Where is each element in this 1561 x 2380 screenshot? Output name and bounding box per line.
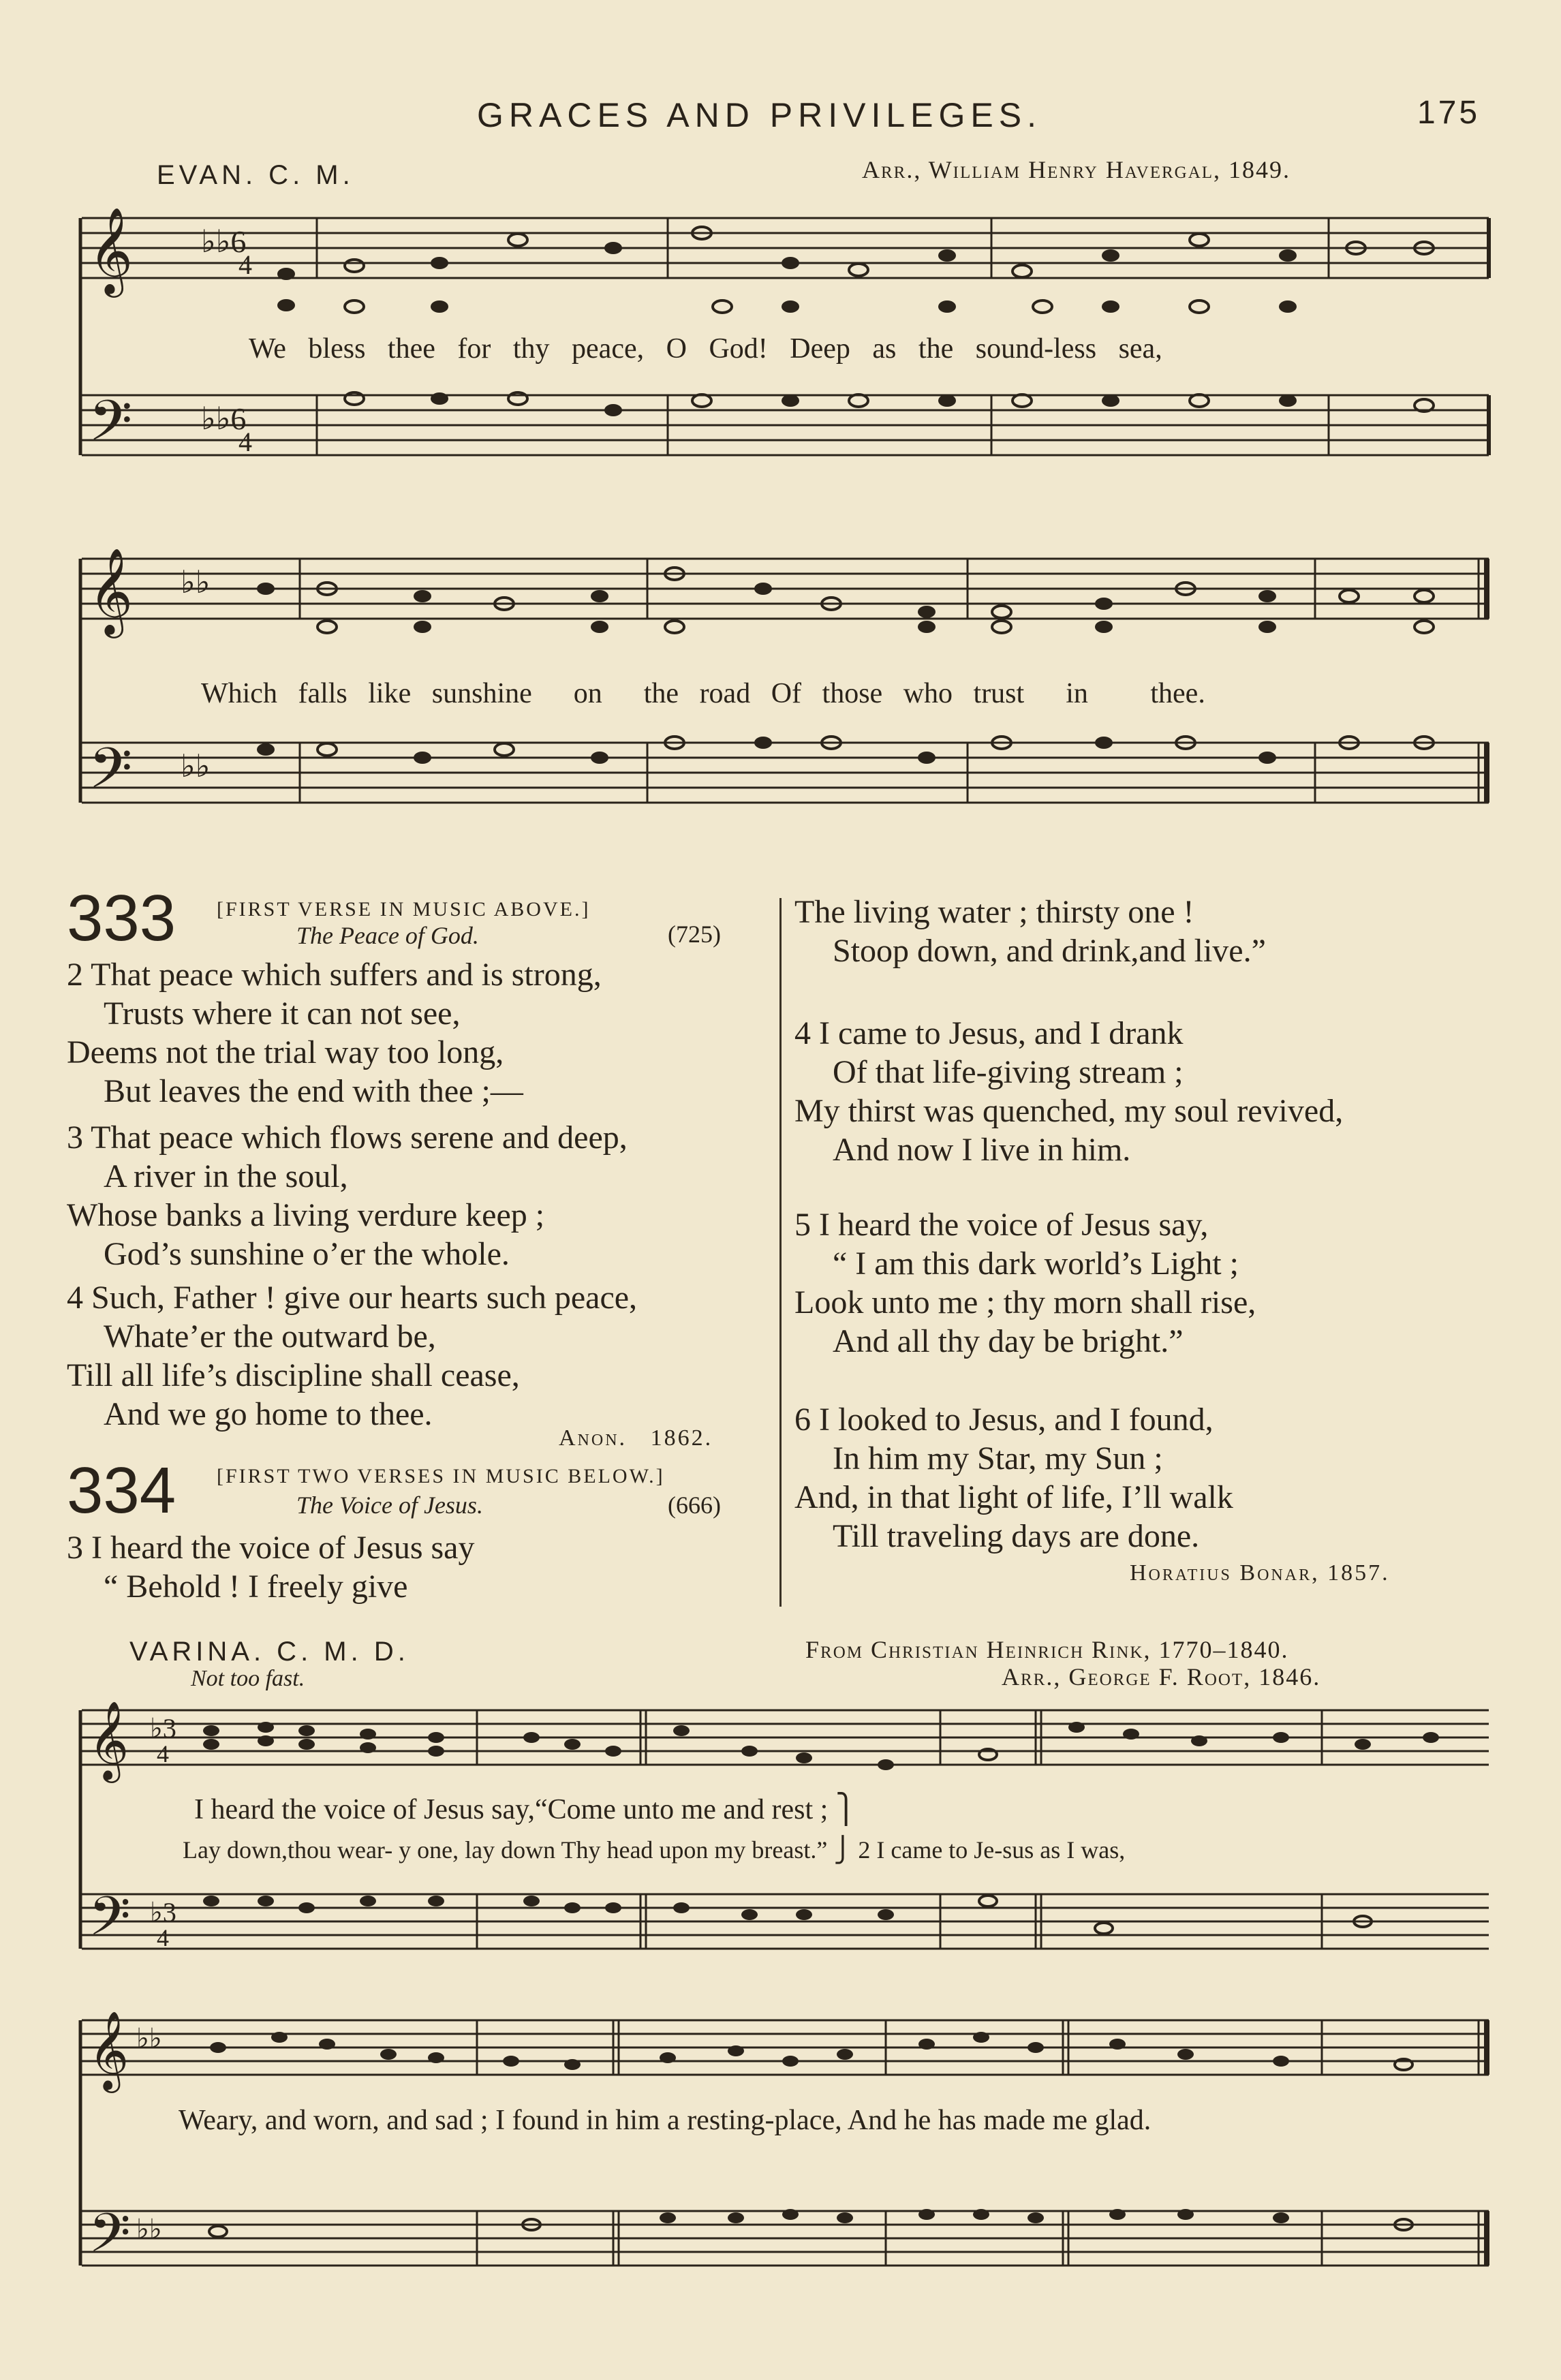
svg-text:𝄞: 𝄞 xyxy=(89,1700,129,1780)
verse-line: But leaves the end with thee ;— xyxy=(104,1073,523,1109)
verse-line: Look unto me ; thy morn shall rise, xyxy=(794,1284,1256,1320)
verse-line: 4 I came to Jesus, and I drank xyxy=(794,1015,1184,1051)
svg-text:𝄢: 𝄢 xyxy=(89,1885,131,1961)
tune-name-evan: EVAN. C. M. xyxy=(157,160,354,190)
hymn-333-title: The Peace of God. xyxy=(296,922,479,949)
verse-line: The living water ; thirsty one ! xyxy=(794,894,1194,930)
verse-line: 4 Such, Father ! give our hearts such peace, xyxy=(67,1280,638,1316)
verse-line: Trusts where it can not see, xyxy=(104,995,461,1032)
verse-line: Till all life’s discipline shall cease, xyxy=(67,1357,520,1393)
verse-line: God’s sunshine o’er the whole. xyxy=(104,1236,510,1272)
svg-text:4: 4 xyxy=(238,427,252,457)
verse-line: Of that life-giving stream ; xyxy=(833,1054,1184,1090)
verse-line: Stoop down, and drink,and live.” xyxy=(833,933,1266,969)
verse-line: And we go home to thee. xyxy=(104,1396,433,1432)
tune-arranger-havergal: Arr., William Henry Havergal, 1849. xyxy=(862,156,1291,183)
music-staff-varina-system-2 xyxy=(68,2007,1499,2293)
svg-text:4: 4 xyxy=(157,1924,169,1951)
svg-text:♭♭: ♭♭ xyxy=(136,2214,162,2244)
section-title: GRACES AND PRIVILEGES. xyxy=(477,96,1042,134)
svg-text:♭♭6: ♭♭6 xyxy=(201,401,247,436)
svg-text:4: 4 xyxy=(157,1740,169,1767)
verse-line: 3 That peace which flows serene and deep, xyxy=(67,1119,628,1156)
verse-line: And now I live in him. xyxy=(833,1132,1131,1168)
svg-text:♭♭6: ♭♭6 xyxy=(201,224,247,259)
verse-line: 3 I heard the voice of Jesus say xyxy=(67,1530,475,1566)
verse-line: 6 I looked to Jesus, and I found, xyxy=(794,1402,1214,1438)
hymn-334-ref: (666) xyxy=(668,1492,721,1519)
verse-line: In him my Star, my Sun ; xyxy=(833,1440,1163,1477)
lyrics-evan-line-1: We bless thee for thy peace, O God! Deep as the sound-less sea, xyxy=(249,333,1162,365)
lyrics-varina-line-a: I heard the voice of Jesus say,“Come unto me and rest ; ⎫ xyxy=(194,1794,857,1825)
tune-composer-rink: From Christian Heinrich Rink, 1770–1840. xyxy=(805,1636,1289,1663)
verse-line: My thirst was quenched, my soul revived, xyxy=(794,1093,1344,1129)
svg-text:♭3: ♭3 xyxy=(150,1897,176,1928)
lyrics-varina-line-c: Weary, and worn, and sad ; I found in him a resting-place, And he has made me glad. xyxy=(179,2105,1152,2136)
page-number: 175 xyxy=(1417,95,1481,131)
svg-text:♭3: ♭3 xyxy=(150,1713,176,1744)
tune-name-varina: VARINA. C. M. D. xyxy=(129,1637,409,1667)
hymn-334-note: [FIRST TWO VERSES IN MUSIC BELOW.] xyxy=(217,1465,665,1487)
hymn-number-334: 334 xyxy=(67,1454,176,1527)
svg-text:♭♭: ♭♭ xyxy=(181,749,211,784)
verse-line: Deems not the trial way too long, xyxy=(67,1034,504,1070)
lyrics-varina-line-b: Lay down,thou wear- y one, lay down Thy head upon my breast.” ⎭ 2 I came to Je-sus as I was, xyxy=(183,1836,1126,1864)
column-divider xyxy=(779,898,782,1607)
verse-line: A river in the soul, xyxy=(104,1158,348,1194)
verse-line: Till traveling days are done. xyxy=(833,1518,1200,1554)
svg-text:♭♭: ♭♭ xyxy=(181,565,211,600)
svg-text:4: 4 xyxy=(238,249,252,280)
hymn-334-title: The Voice of Jesus. xyxy=(296,1492,483,1519)
verse-line: 5 I heard the voice of Jesus say, xyxy=(794,1207,1209,1243)
verse-line: “ Behold ! I freely give xyxy=(104,1568,408,1605)
verse-line: Whose banks a living verdure keep ; xyxy=(67,1197,545,1233)
hymn-333-note: [FIRST VERSE IN MUSIC ABOVE.] xyxy=(217,898,591,921)
hymn-number-333: 333 xyxy=(67,882,176,955)
svg-text:𝄢: 𝄢 xyxy=(89,735,133,815)
verse-line: “ I am this dark world’s Light ; xyxy=(833,1246,1239,1282)
verse-line: 2 That peace which suffers and is strong, xyxy=(67,957,602,993)
verse-line: And, in that light of life, I’ll walk xyxy=(794,1479,1233,1515)
svg-text:𝄢: 𝄢 xyxy=(89,388,133,467)
verse-line: And all thy day be bright.” xyxy=(833,1323,1184,1359)
verse-line: Whate’er the outward be, xyxy=(104,1318,436,1355)
hymn-334-author: Horatius Bonar, 1857. xyxy=(1130,1560,1390,1586)
tempo-marking: Not too fast. xyxy=(191,1666,305,1691)
tune-arranger-root: Arr., George F. Root, 1846. xyxy=(1002,1663,1321,1690)
svg-text:𝄢: 𝄢 xyxy=(89,2201,131,2278)
hymn-333-author: Anon. 1862. xyxy=(559,1425,713,1451)
svg-text:𝄞: 𝄞 xyxy=(89,547,134,634)
svg-text:𝄞: 𝄞 xyxy=(89,2010,129,2090)
svg-text:𝄞: 𝄞 xyxy=(89,206,134,294)
lyrics-evan-line-2: Which falls like sunshine on the road Of those who trust in thee. xyxy=(201,678,1205,709)
hymn-333-ref: (725) xyxy=(668,921,721,948)
svg-text:♭♭: ♭♭ xyxy=(136,2023,162,2054)
